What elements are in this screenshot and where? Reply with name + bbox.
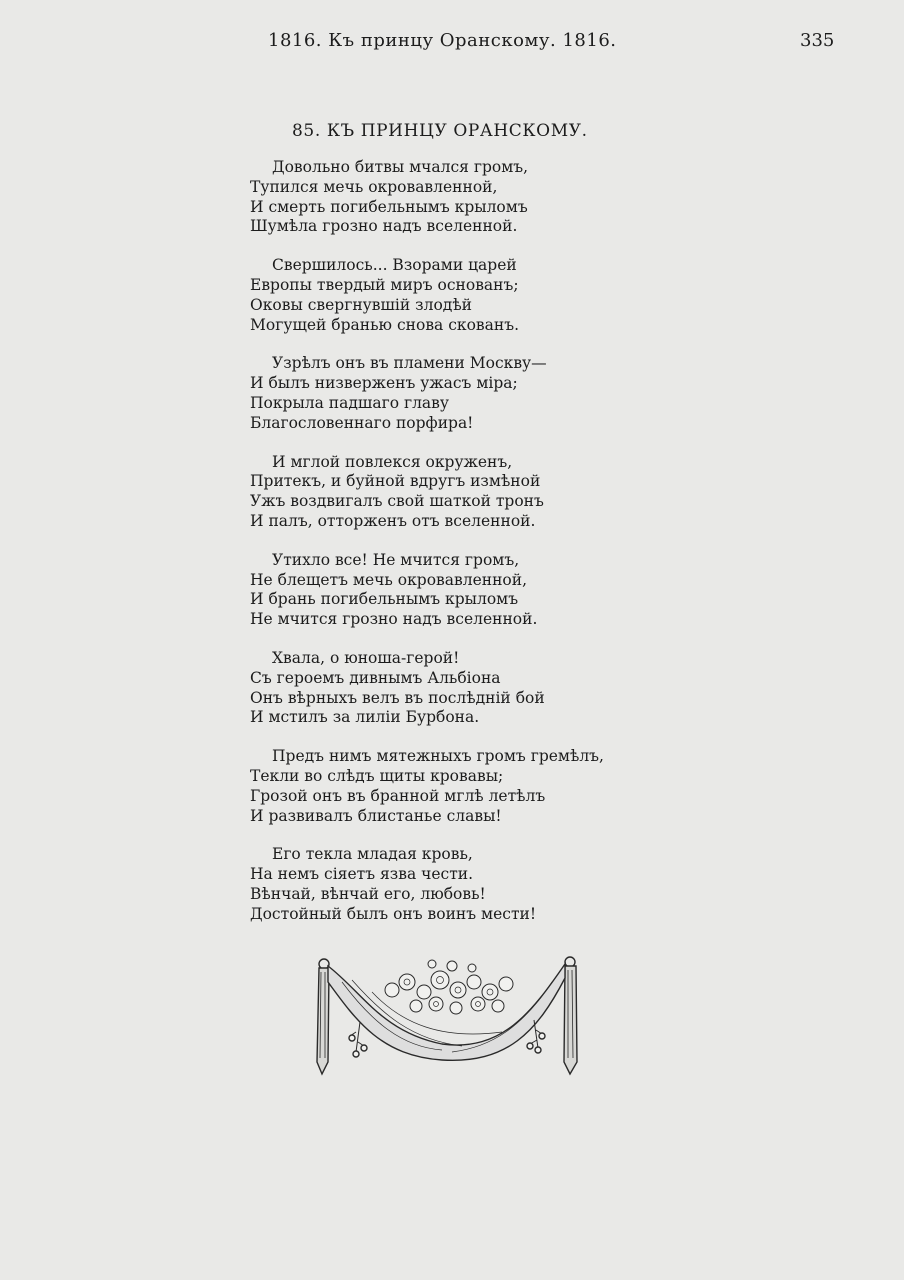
poem-line: Предъ нимъ мятежныхъ громъ гремѣлъ, xyxy=(272,747,604,766)
poem-line: Свершилось... Взорами царей xyxy=(272,256,517,275)
poem-line: Европы твердый миръ основанъ; xyxy=(250,275,519,294)
poem-line: Текли во слѣдъ щиты кровавы; xyxy=(250,766,504,785)
poem-line: Довольно битвы мчался громъ, xyxy=(272,158,529,176)
poem-line: Благословеннаго порфира! xyxy=(250,413,474,432)
stanza xyxy=(250,845,670,924)
poem-line: Утихло все! Не мчится громъ, xyxy=(272,550,520,569)
page-number: 335 xyxy=(800,30,835,51)
poem-line: Могущей бранью снова скованъ. xyxy=(250,315,519,334)
poem-line: Узрѣлъ онъ въ пламени Москву— xyxy=(272,354,547,373)
poem-line: Тупился мечь окровавленной, xyxy=(250,177,498,196)
poem-line: На немъ сіяетъ язва чести. xyxy=(250,865,474,884)
garland-drapery-with-flowers-icon xyxy=(312,952,584,1080)
poem-line: Съ героемъ дивнымъ Альбіона xyxy=(250,668,501,687)
poem-line: Достойный былъ онъ воинъ мести! xyxy=(250,904,537,923)
poem-line: Его текла младая кровь, xyxy=(272,845,473,864)
poem-title: 85. КЪ ПРИНЦУ ОРАНСКОМУ. xyxy=(292,121,588,141)
poem-line: Хвала, о юноша-герой! xyxy=(272,648,460,667)
poem-line: И смерть погибельнымъ крыломъ xyxy=(250,197,528,216)
poem-line: Оковы свергнувшій злодѣй xyxy=(250,295,472,314)
poem-line: И развивалъ блистанье славы! xyxy=(250,806,502,825)
stanza xyxy=(250,354,670,433)
running-head: 1816. Къ принцу Оранскому. 1816. xyxy=(268,30,617,51)
poem-line: И былъ низверженъ ужасъ міра; xyxy=(250,374,518,393)
poem-line: Не блещетъ мечь окровавленной, xyxy=(250,570,527,589)
poem-line: Грозой онъ въ бранной мглѣ летѣлъ xyxy=(250,786,546,805)
stanza xyxy=(250,649,670,728)
poem-line: Онъ вѣрныхъ велъ въ послѣдній бой xyxy=(250,688,545,707)
stanza xyxy=(250,551,670,630)
poem-line: Шумѣла грозно надъ вселенной. xyxy=(250,217,518,236)
poem-line: И палъ, отторженъ отъ вселенной. xyxy=(250,511,536,530)
poem-line: Притекъ, и буйной вдругъ измѣной xyxy=(250,472,541,491)
poem-line: И мглой повлекся окруженъ, xyxy=(272,452,513,471)
stanza xyxy=(250,747,670,826)
poem-line: Не мчится грозно надъ вселенной. xyxy=(250,610,538,629)
poem-body xyxy=(250,158,670,944)
poem-line: Ужъ воздвигалъ свой шаткой тронъ xyxy=(250,492,544,511)
stanza xyxy=(250,453,670,532)
stanza xyxy=(250,256,670,335)
stanza xyxy=(250,158,670,237)
poem-line: И брань погибельнымъ крыломъ xyxy=(250,590,519,609)
poem-line: Вѣнчай, вѣнчай его, любовь! xyxy=(250,884,486,903)
poem-line: Покрыла падшаго главу xyxy=(250,393,450,412)
poem-line: И мстилъ за лиліи Бурбона. xyxy=(250,708,480,727)
